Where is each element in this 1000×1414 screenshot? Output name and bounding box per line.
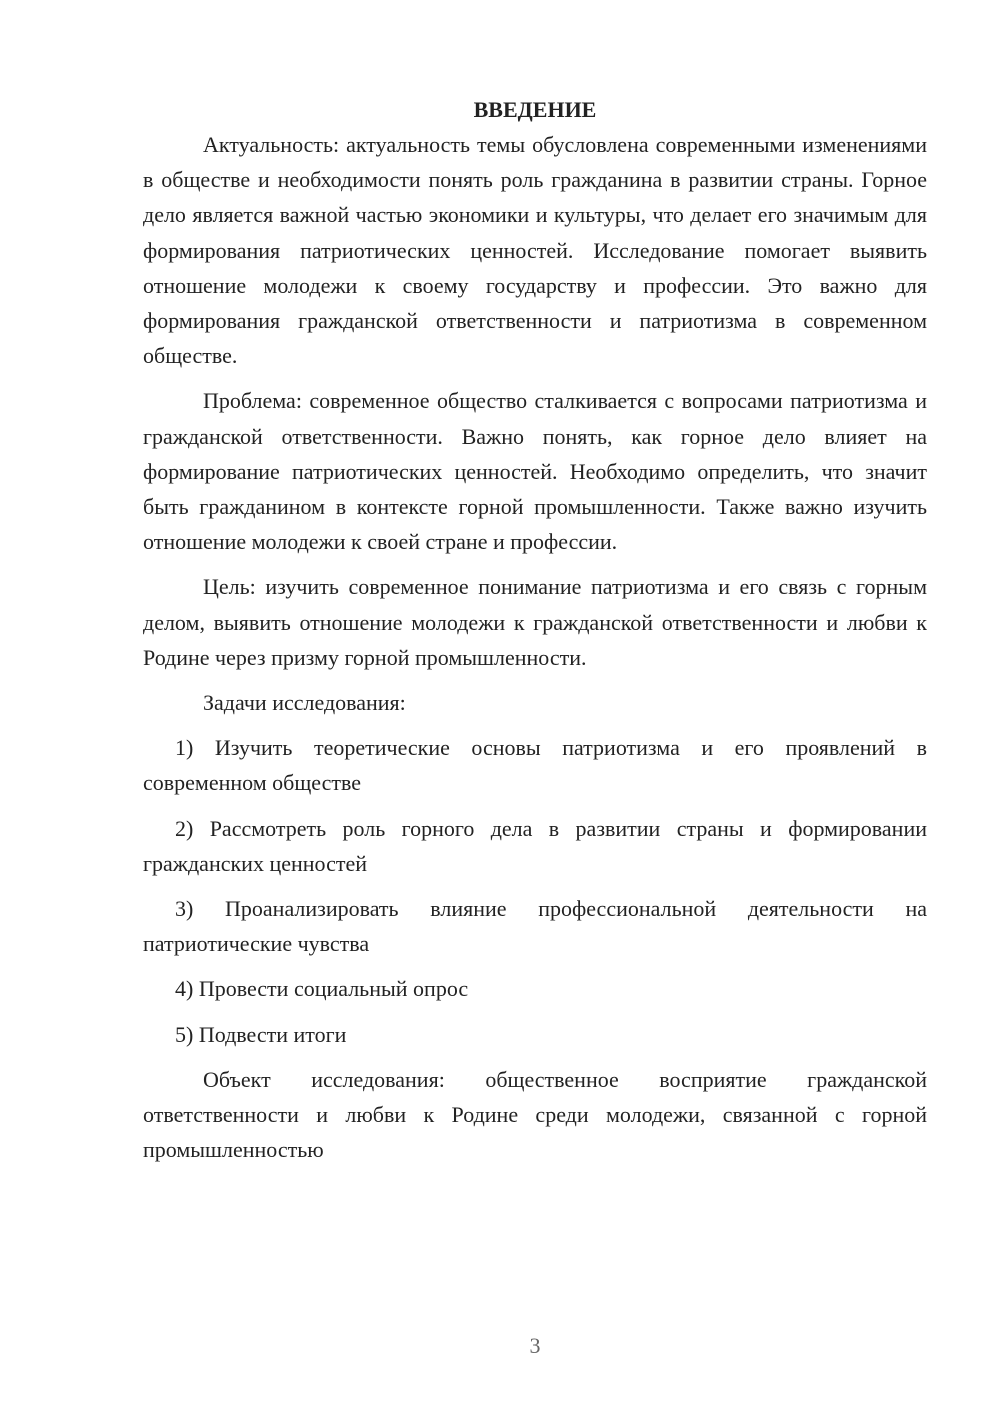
page-title: ВВЕДЕНИЕ (473, 97, 597, 122)
paragraph-problem: Проблема: современное общество сталкивается с вопросами патриотизма и гражданской ответственности. Важно понять, как горное дело влияет на формирование патриотических ценностей. Необходимо определить, что значит быть гражданином в контексте горной промышленности. Также важно изучить отношение молодежи к своей стране и профессии. (143, 388, 927, 555)
task-item-3: 3) Проанализировать влияние профессиональной деятельности на патриотические чувства (143, 896, 927, 957)
paragraph-object: Объект исследования: общественное восприятие гражданской ответственности и любви к Родине среди молодежи, связанной с горной промышленностью (143, 1066, 927, 1163)
task-item-5: 5) Подвести итоги (175, 1021, 347, 1047)
page-number: 3 (529, 1333, 541, 1358)
task-item-2: 2) Рассмотреть роль горного дела в развитии страны и формировании гражданских ценностей (143, 815, 927, 876)
paragraph-tasks-heading: Задачи исследования: (203, 690, 406, 716)
page-content (143, 92, 927, 1167)
paragraph-goal: Цель: изучить современное понимание патриотизма и его связь с горным делом, выявить отношение молодежи к гражданской ответственности и любви к Родине через призму горной промышленности. (143, 574, 927, 670)
paragraph-relevance: Актуальность: актуальность темы обусловлена современными изменениями в обществе и необходимости понять роль гражданина в развитии страны. Горное дело является важной частью экономики и культуры, что делает его значимым для формирования патриотических ценностей. Исследование помогает выявить отношение молодежи к своему государству и профессии. Это важно для формирования гражданской ответственности и патриотизма в современном обществе. (143, 132, 927, 369)
task-item-4: 4) Провести социальный опрос (175, 976, 469, 1002)
task-item-1: 1) Изучить теоретические основы патриотизма и его проявлений в современном обществе (143, 735, 927, 796)
